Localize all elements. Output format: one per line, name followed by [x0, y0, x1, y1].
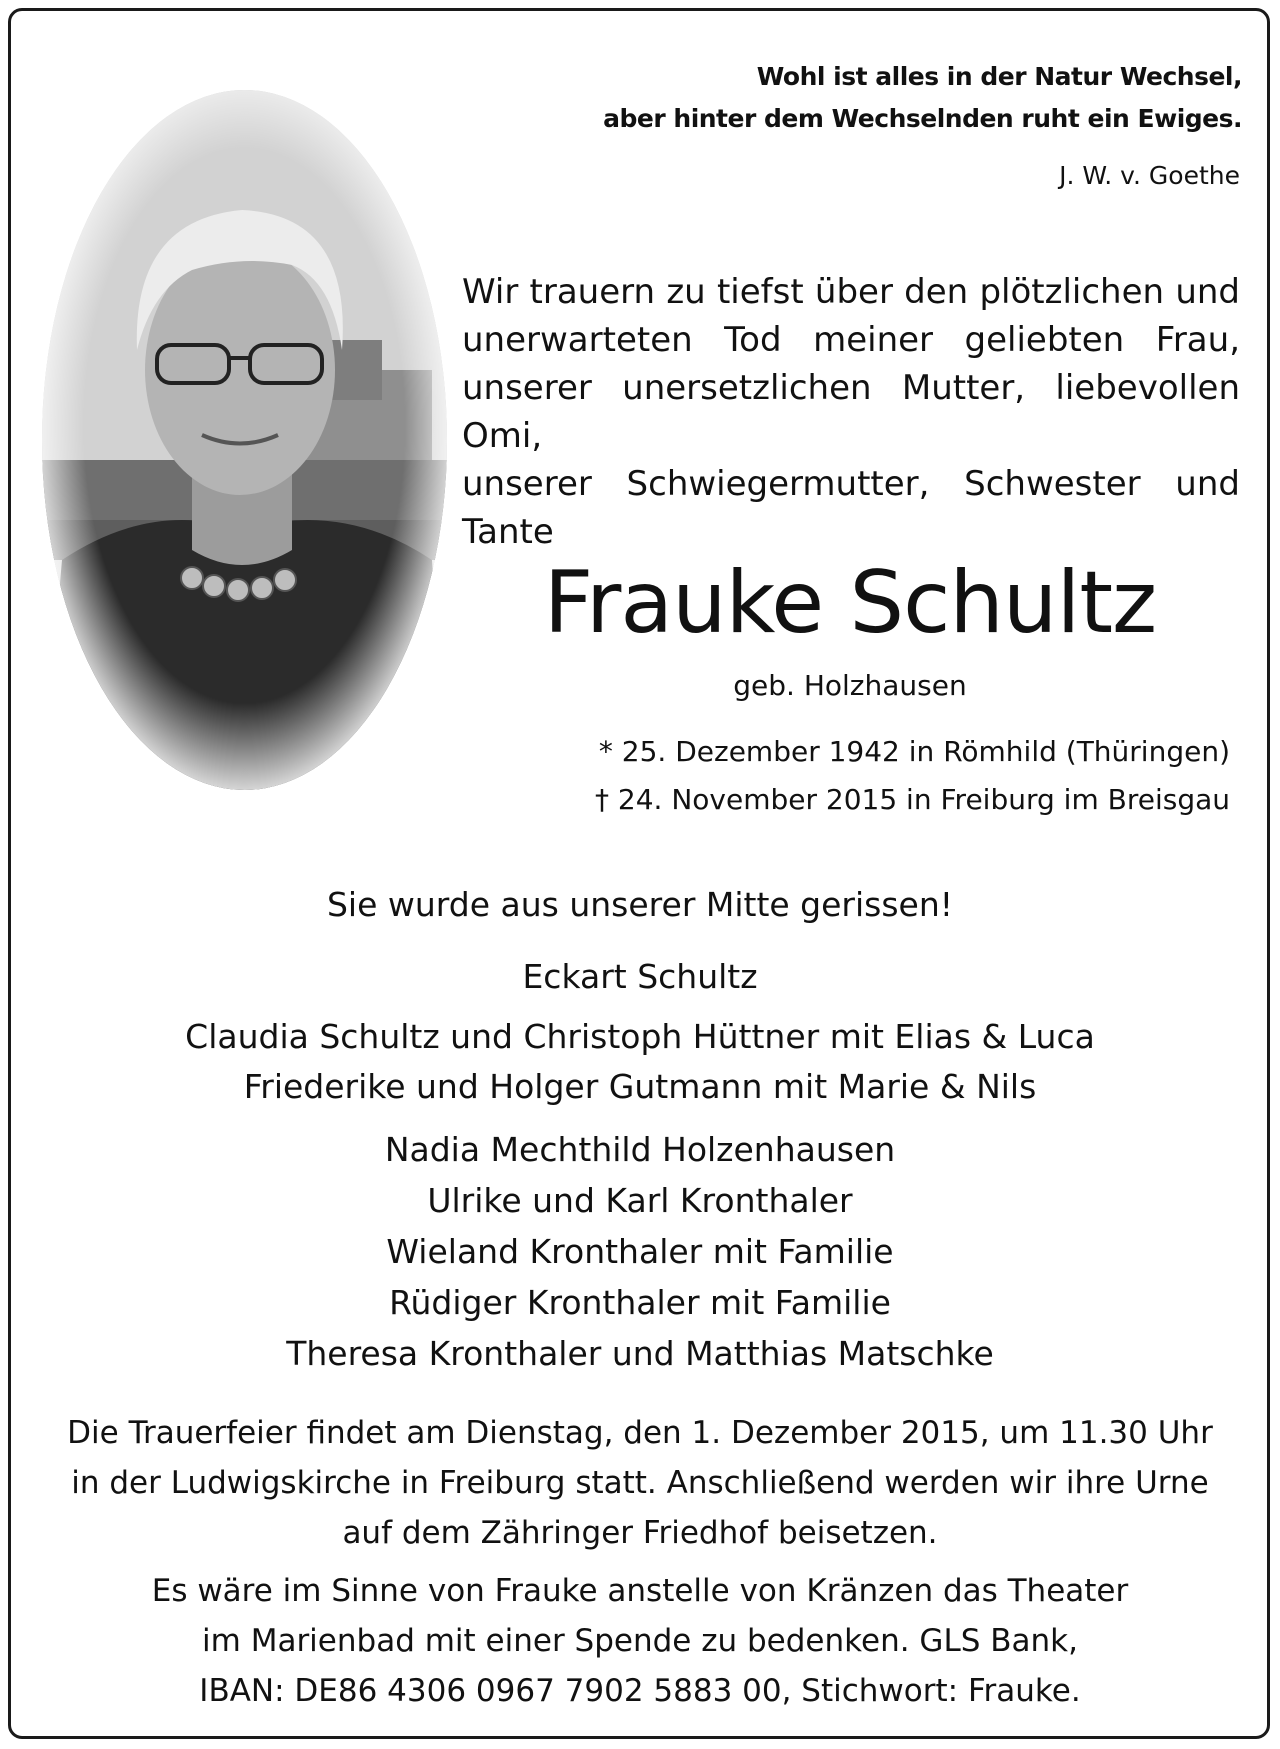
intro-line: unerwarteten Tod meiner geliebten Frau,	[462, 320, 1240, 360]
donation-line: im Marienbad mit einer Spende zu bedenken. GLS Bank,	[202, 1623, 1078, 1659]
family-line: Claudia Schultz und Christoph Hüttner mit Elias & Luca	[185, 1017, 1095, 1056]
donation-info	[30, 1566, 1250, 1716]
intro-text	[462, 268, 1240, 556]
birth-date: * 25. Dezember 1942 in Römhild (Thüringen)	[598, 735, 1230, 768]
family-line: Friederike und Holger Gutmann mit Marie & Nils	[243, 1067, 1037, 1106]
intro-line: Wir trauern zu tiefst über den plötzlichen und	[462, 272, 1240, 312]
donation-line: Es wäre im Sinne von Frauke anstelle von Kränzen das Theater	[151, 1573, 1129, 1609]
donation-line: IBAN: DE86 4306 0967 7902 5883 00, Stichwort: Frauke.	[199, 1673, 1081, 1709]
ceremony-line: Die Trauerfeier findet am Dienstag, den 1. Dezember 2015, um 11.30 Uhr	[67, 1415, 1213, 1451]
relatives-list	[30, 1124, 1250, 1379]
ceremony-line: in der Ludwigskirche in Freiburg statt. Anschließend werden wir ihre Urne	[71, 1465, 1209, 1501]
ceremony-info	[30, 1408, 1250, 1558]
family-line: Theresa Kronthaler und Matthias Matschke	[286, 1334, 994, 1373]
children-list	[30, 1012, 1250, 1112]
quote-author: J. W. v. Goethe	[1059, 161, 1240, 190]
quote-line: Wohl ist alles in der Natur Wechsel,	[756, 62, 1242, 91]
subtitle: Sie wurde aus unserer Mitte gerissen!	[326, 885, 954, 924]
family-line: Ulrike und Karl Kronthaler	[427, 1181, 853, 1220]
portrait-photo	[42, 90, 447, 790]
intro-line: unserer unersetzlichen Mutter, liebevollen Omi,	[462, 368, 1240, 456]
goethe-quote	[542, 56, 1242, 140]
quote-line: aber hinter dem Wechselnden ruht ein Ewiges.	[603, 104, 1242, 133]
husband-name: Eckart Schultz	[522, 957, 758, 996]
family-line: Rüdiger Kronthaler mit Familie	[389, 1283, 891, 1322]
deceased-name: Frauke Schultz	[543, 553, 1157, 653]
life-dates	[470, 728, 1230, 824]
family-line: Nadia Mechthild Holzenhausen	[384, 1130, 896, 1169]
family-line: Wieland Kronthaler mit Familie	[386, 1232, 894, 1271]
death-date: † 24. November 2015 in Freiburg im Breisgau	[595, 783, 1230, 816]
intro-line: unserer Schwiegermutter, Schwester und Tante	[462, 464, 1240, 552]
ceremony-line: auf dem Zähringer Friedhof beisetzen.	[342, 1515, 938, 1551]
maiden-name: geb. Holzhausen	[733, 669, 967, 702]
